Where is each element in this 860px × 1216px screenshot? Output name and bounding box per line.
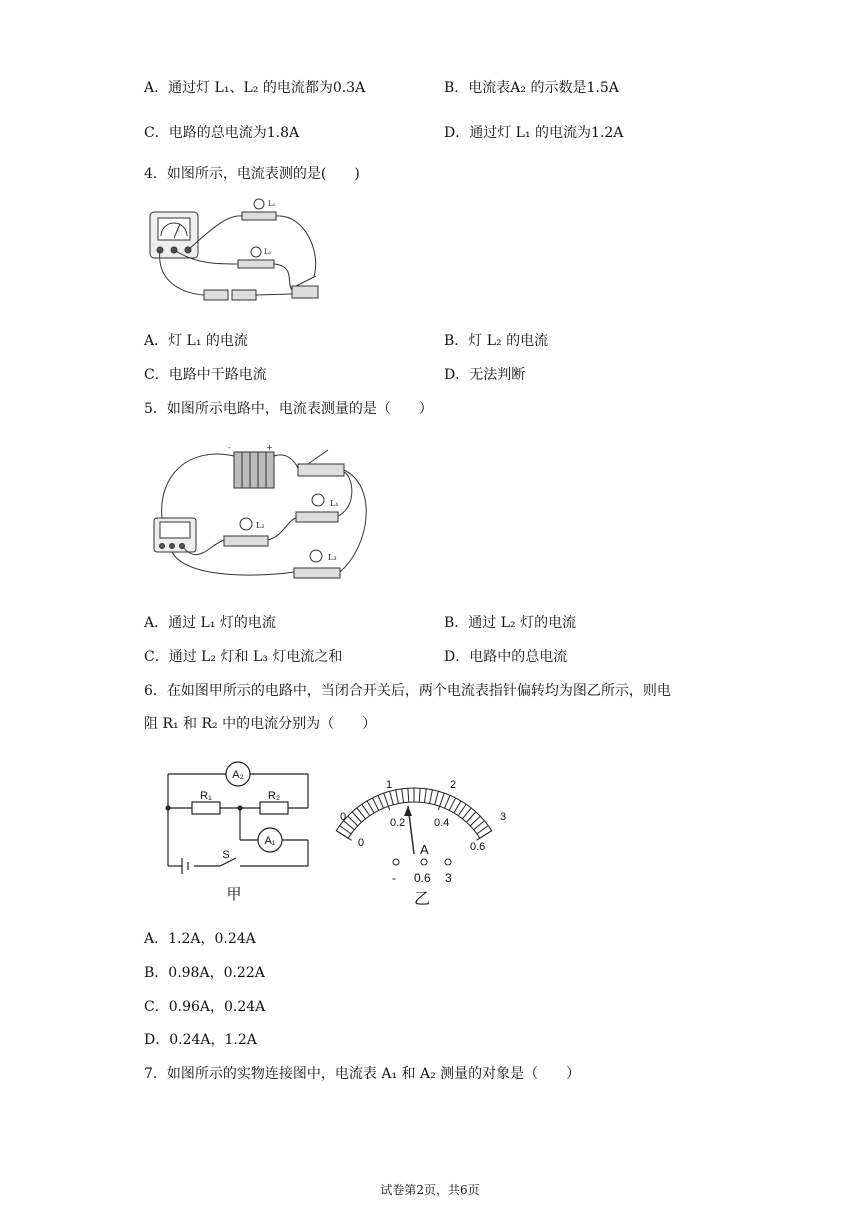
q4-label-l1: L₁ bbox=[268, 200, 276, 208]
meter-tick bbox=[372, 798, 378, 810]
meter-needle-tip bbox=[404, 806, 412, 816]
q7-stem: 7．如图所示的实物连接图中，电流表 A₁ 和 A₂ 测量的对象是（ ） bbox=[144, 1066, 581, 1082]
meter-tick bbox=[454, 801, 461, 813]
meter-upper-1: 1 bbox=[386, 779, 393, 791]
q6-option-c: C．0.96A，0.24A bbox=[144, 999, 266, 1015]
meter-tick bbox=[474, 821, 485, 830]
q6-option-a: A．1.2A，0.24A bbox=[144, 931, 256, 947]
q5-label-plus: + bbox=[266, 443, 273, 452]
q5-stem: 5．如图所示电路中，电流表测量的是（ ） bbox=[144, 401, 433, 417]
q6-meter-yi bbox=[330, 770, 516, 910]
meter-tick bbox=[362, 804, 370, 816]
meter-tick bbox=[419, 788, 420, 802]
q5-label-l1: L₁ bbox=[330, 499, 339, 508]
meter-tick bbox=[390, 791, 394, 804]
meter-tick bbox=[477, 826, 488, 834]
meter-upper-0: 0 bbox=[340, 811, 347, 823]
q5-option-d: D．电路中的总电流 bbox=[444, 649, 568, 665]
meter-tick bbox=[424, 789, 426, 803]
meter-tick bbox=[378, 795, 383, 808]
meter-tick bbox=[458, 804, 466, 816]
q5-label-minus: - bbox=[228, 443, 231, 452]
meter-tick bbox=[462, 808, 471, 819]
q4-stem: 4．如图所示，电流表测的是( ) bbox=[144, 166, 360, 182]
q3-option-d: D．通过灯 L₁ 的电流为1.2A bbox=[444, 125, 624, 141]
q3-option-c: C．电路的总电流为1.8A bbox=[144, 125, 300, 141]
q6-caption-yi: 乙 bbox=[413, 889, 431, 908]
q6-label-s: S bbox=[222, 849, 230, 861]
meter-upper-2: 2 bbox=[450, 779, 457, 791]
meter-tick bbox=[449, 798, 455, 810]
q4-label-l2: L₂ bbox=[264, 248, 272, 256]
meter-tick bbox=[430, 790, 433, 804]
q5-option-b: B．通过 L₂ 灯的电流 bbox=[444, 615, 577, 631]
meter-terminal-minus: - bbox=[392, 871, 396, 885]
q5-option-c: C．通过 L₂ 灯和 L₃ 灯电流之和 bbox=[144, 649, 343, 665]
q6-label-r2: R₂ bbox=[267, 790, 281, 802]
q4-option-c: C．电路中干路电流 bbox=[144, 367, 267, 383]
meter-tick bbox=[340, 826, 351, 834]
q5-label-l3: L₃ bbox=[328, 553, 337, 562]
q4-circuit-figure bbox=[146, 194, 330, 310]
q6-caption-jia: 甲 bbox=[226, 885, 242, 903]
q4-option-b: B．灯 L₂ 的电流 bbox=[444, 333, 549, 349]
meter-lower-02: 0.2 bbox=[390, 817, 406, 829]
meter-tick bbox=[435, 791, 439, 804]
meter-terminal-3: 3 bbox=[445, 871, 452, 885]
q4-option-d: D．无法判断 bbox=[444, 367, 526, 383]
meter-tick bbox=[396, 790, 399, 804]
q6-option-b: B．0.98A，0.22A bbox=[144, 965, 265, 981]
q6-label-r1: R₁ bbox=[200, 790, 212, 802]
meter-tick bbox=[408, 788, 409, 802]
q5-circuit-figure bbox=[148, 436, 380, 586]
meter-tick bbox=[367, 801, 374, 813]
q6-label-a1: A₁ bbox=[264, 835, 276, 847]
meter-unit: A bbox=[420, 842, 429, 857]
q6-label-a2: A₂ bbox=[232, 769, 244, 781]
q4-option-a: A．灯 L₁ 的电流 bbox=[144, 333, 248, 349]
q6-option-d: D．0.24A，1.2A bbox=[144, 1032, 257, 1048]
meter-tick bbox=[348, 816, 358, 826]
page-footer: 试卷第2页，共6页 bbox=[380, 1183, 480, 1197]
meter-lower-04: 0.4 bbox=[434, 817, 450, 829]
meter-tick bbox=[357, 808, 366, 819]
meter-tick bbox=[466, 812, 475, 822]
meter-tick bbox=[352, 812, 361, 822]
meter-tick bbox=[470, 816, 480, 826]
meter-tick bbox=[445, 795, 450, 808]
q6-stem-line2: 阻 R₁ 和 R₂ 中的电流分别为（ ） bbox=[144, 716, 377, 732]
q6-circuit-jia bbox=[160, 756, 316, 906]
meter-upper-3: 3 bbox=[500, 811, 507, 823]
q3-option-b: B．电流表A₂ 的示数是1.5A bbox=[444, 80, 619, 96]
meter-lower-06: 0.6 bbox=[470, 841, 486, 853]
meter-tick bbox=[402, 789, 404, 803]
meter-terminal-06: 0.6 bbox=[414, 871, 431, 885]
q6-stem-line1: 6．在如图甲所示的电路中，当闭合开关后，两个电流表指针偏转均为图乙所示，则电 bbox=[144, 683, 671, 699]
q5-option-a: A．通过 L₁ 灯的电流 bbox=[144, 615, 276, 631]
meter-lower-0: 0 bbox=[358, 837, 365, 849]
q5-label-l2: L₂ bbox=[256, 521, 265, 530]
q3-option-a: A．通过灯 L₁、L₂ 的电流都为0.3A bbox=[144, 80, 366, 96]
